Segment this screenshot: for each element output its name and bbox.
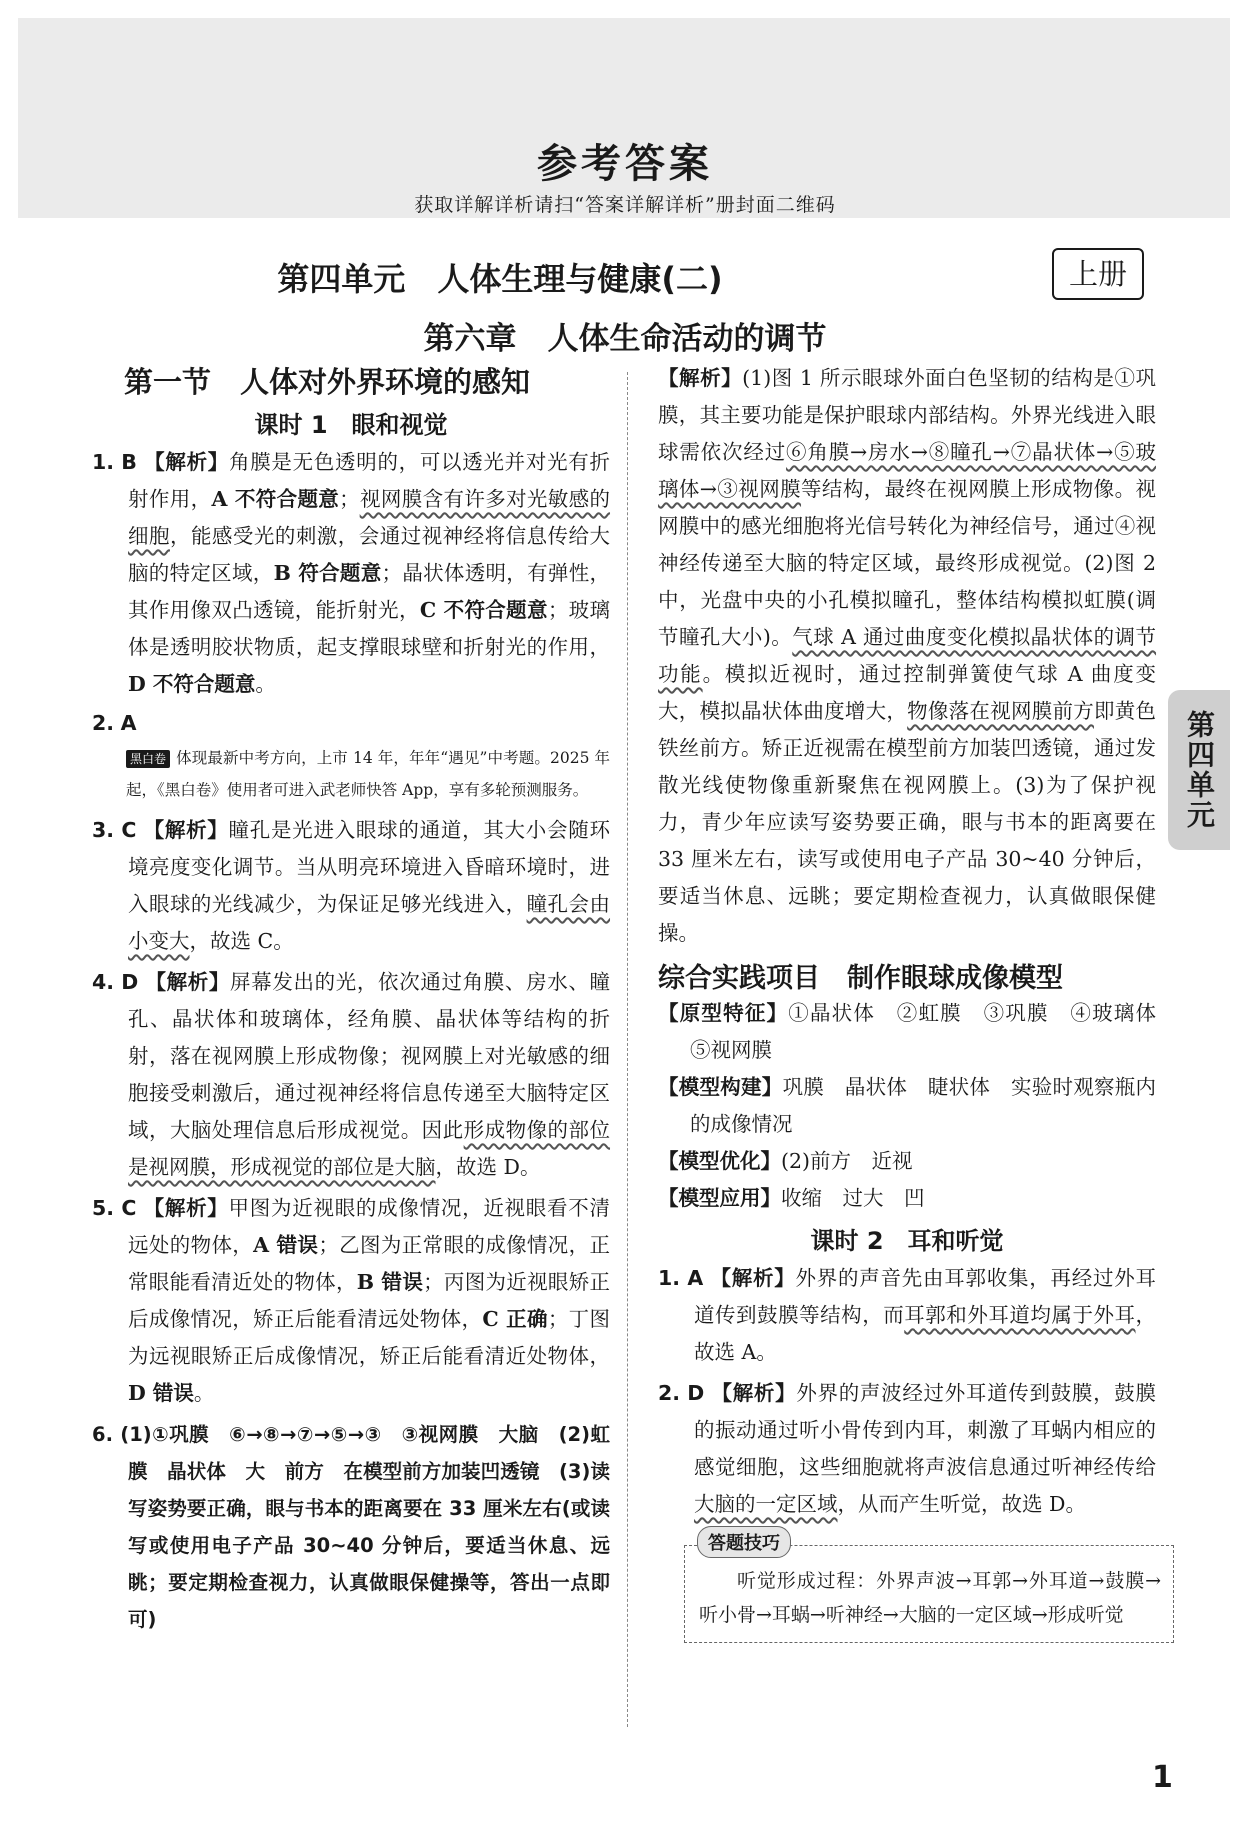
volume-badge: 上册: [1052, 248, 1144, 300]
right-column: [658, 360, 1177, 1643]
tip-box: [684, 1533, 1174, 1643]
page-subtitle: 获取详解详析请扫“答案详解详析”册封面二维码: [414, 194, 836, 216]
answer-3: 3. C 【解析】瞳孔是光进入眼球的通道，其大小会随环境亮度变化调节。当从明亮环境进入昏暗环境时，进入眼球的光线减少，为保证足够光线进入，瞳孔会由小变大，故选 C。: [92, 818, 611, 953]
left-column: [92, 360, 610, 1638]
page-title: 参考答案: [537, 141, 713, 187]
column-divider: [627, 372, 628, 1727]
chapter-title: 第六章 人体生命活动的调节: [423, 321, 827, 357]
ad-note: 黑白卷 体现最新中考方向，上市 14 年，年年“遇见”中考题。2025 年起，《黑白卷》使用者可进入武老师快答 App，享有多轮预测服务。: [126, 749, 610, 799]
side-tab-label: 第四单元: [1183, 710, 1216, 830]
side-tab: [1168, 690, 1230, 850]
project-item-3: 【模型优化】(2)前方 近视: [658, 1149, 913, 1173]
answer-r1: 1. A 【解析】外界的声音先由耳郭收集，再经过外耳道传到鼓膜等结构，而耳郭和外耳道均属于外耳，故选 A。: [658, 1266, 1157, 1364]
answer-5: 5. C 【解析】甲图为近视眼的成像情况，近视眼看不清远处的物体，A 错误；乙图为正常眼的成像情况，正常眼能看清近处的物体，B 错误；丙图为近视眼矫正后成像情况，矫正后能看清远处物体，C 正确；丁图为远视眼矫正后成像情况，矫正后能看清近处物体，D 错误。: [92, 1196, 611, 1405]
answer-4: 4. D 【解析】屏幕发出的光，依次通过角膜、房水、瞳孔、晶状体和玻璃体，经角膜、晶状体等结构的折射，落在视网膜上形成物像；视网膜上对光敏感的细胞接受刺激后，通过视神经将信息传递至大脑特定区域，大脑处理信息后形成视觉。因此形成物像的部位是视网膜，形成视觉的部位是大脑，故选 D。: [92, 970, 611, 1179]
tip-text: 听觉形成过程：外界声波→耳郭→外耳道→鼓膜→听小骨→耳蜗→听神经→大脑的一定区域→形成听觉: [699, 1570, 1161, 1626]
ad-logo: 黑白卷: [126, 750, 170, 768]
page-number: 1: [1152, 1760, 1173, 1795]
section-title: 第一节 人体对外界环境的感知: [124, 365, 531, 399]
project-item-1: 【原型特征】①晶状体 ②虹膜 ③巩膜 ④玻璃体 ⑤视网膜: [658, 1001, 1177, 1062]
answer-2: 2. A: [92, 711, 137, 735]
tip-label: 答题技巧: [697, 1526, 791, 1558]
project-item-4: 【模型应用】收缩 过大 凹: [658, 1186, 925, 1210]
project-item-2: 【模型构建】巩膜 晶状体 睫状体 实验时观察瓶内的成像情况: [658, 1075, 1157, 1136]
analysis-6: 【解析】(1)图 1 所示眼球外面白色坚韧的结构是①巩膜，其主要功能是保护眼球内部结构。外界光线进入眼球需依次经过⑥角膜→房水→⑧瞳孔→⑦晶状体→⑤玻璃体→③视网膜等结构，最终在视网膜上形成物像。视网膜中的感光细胞将光信号转化为神经信号，通过④视神经传递至大脑的特定区域，最终形成视觉。(2)图 2 中，光盘中央的小孔模拟瞳孔，整体结构模拟虹膜(调节瞳孔大小)。气球 A 通过曲度变化模拟晶状体的调节功能。模拟近视时，通过控制弹簧使气球 A 曲度变大，模拟晶状体曲度增大，物像落在视网膜前方即黄色铁丝前方。矫正近视需在模型前方加装凹透镜，通过发散光线使物像重新聚焦在视网膜上。(3)为了保护视力，青少年应读写姿势要正确，眼与书本的距离要在 33 厘米左右，读写或使用电子产品 30~40 分钟后，要适当休息、远眺；要定期检查视力，认真做眼保健操。: [658, 366, 1157, 945]
lesson-title: 课时 1 眼和视觉: [254, 411, 448, 439]
answer-1: 1. B 【解析】角膜是无色透明的，可以透光并对光有折射作用，A 不符合题意；视网膜含有许多对光敏感的细胞，能感受光的刺激，会通过视神经将信息传给大脑的特定区域，B 符合题意；晶状体透明，有弹性，其作用像双凸透镜，能折射光，C 不符合题意；玻璃体是透明胶状物质，起支撑眼球壁和折射光的作用，D 不符合题意。: [92, 450, 611, 696]
answer-r2: 2. D 【解析】外界的声波经过外耳道传到鼓膜，鼓膜的振动通过听小骨传到内耳，刺激了耳蜗内相应的感觉细胞，这些细胞就将声波信息通过听神经传给大脑的一定区域，从而产生听觉，故选 D。: [658, 1381, 1156, 1516]
project-title: 综合实践项目 制作眼球成像模型: [658, 963, 1063, 994]
unit-title: 第四单元 人体生理与健康(二): [277, 260, 723, 298]
lesson-title-2: 课时 2 耳和听觉: [810, 1227, 1004, 1255]
answer-6: 6. (1)①巩膜 ⑥→⑧→⑦→⑤→③ ③视网膜 大脑 (2)虹膜 晶状体 大 前方 在模型前方加装凹透镜 (3)读写姿势要正确，眼与书本的距离要在 33 厘米左右(或读写或使用电子产品 30~40 分钟后，要适当休息、远眺；要定期检查视力，认真做眼保健操等，答出一点即可): [92, 1423, 610, 1631]
